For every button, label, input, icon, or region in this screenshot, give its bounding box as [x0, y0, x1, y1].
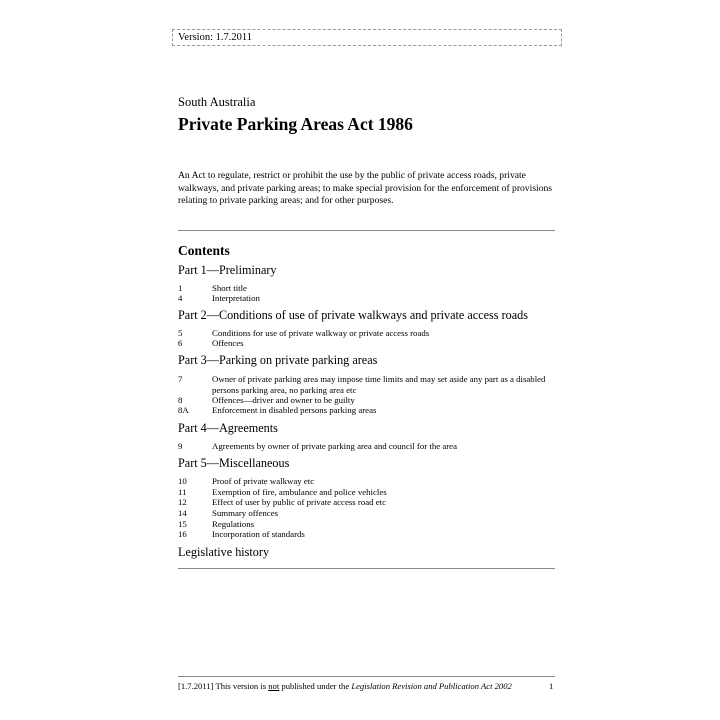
toc-entry[interactable] [178, 529, 558, 540]
part-heading[interactable]: Part 3—Parking on private parking areas [178, 353, 378, 367]
divider [178, 230, 555, 231]
part-heading[interactable]: Part 4—Agreements [178, 421, 278, 435]
toc-entry[interactable] [178, 328, 558, 339]
section-number: 8 [178, 395, 183, 405]
section-title: Owner of private parking area may impose time limits and may set aside any part as a disabled persons parking area, no parking area etc [212, 374, 546, 395]
version-box: Version: 1.7.2011 [172, 29, 562, 46]
section-title: Short title [212, 283, 247, 293]
section-number: 15 [178, 519, 187, 529]
divider [178, 568, 555, 569]
contents-heading: Contents [178, 243, 230, 258]
section-number: 10 [178, 476, 187, 486]
section-title: Incorporation of standards [212, 529, 305, 539]
footer-text-a: This version is [215, 681, 267, 691]
jurisdiction: South Australia [178, 95, 256, 109]
footer-date: [1.7.2011] [178, 681, 214, 691]
section-title: Exemption of fire, ambulance and police vehicles [212, 487, 387, 497]
part-heading[interactable]: Part 1—Preliminary [178, 263, 277, 277]
section-number: 14 [178, 508, 187, 518]
toc-entry[interactable] [178, 476, 558, 487]
section-title: Agreements by owner of private parking area and council for the area [212, 441, 457, 451]
toc-entry[interactable] [178, 395, 558, 406]
section-title: Effect of user by public of private access road etc [212, 497, 386, 507]
footer-act-name: Legislation Revision and Publication Act 2002 [351, 681, 512, 691]
act-title: Private Parking Areas Act 1986 [178, 114, 413, 134]
toc-entry[interactable] [178, 519, 558, 530]
section-title: Enforcement in disabled persons parking areas [212, 405, 377, 415]
section-number: 5 [178, 328, 183, 338]
section-number: 11 [178, 487, 187, 497]
toc-entry[interactable] [178, 338, 558, 349]
section-title: Offences—driver and owner to be guilty [212, 395, 355, 405]
toc-entry[interactable] [178, 293, 558, 304]
section-title: Regulations [212, 519, 255, 529]
toc-entry[interactable] [178, 497, 558, 508]
footer-divider [178, 676, 555, 677]
section-number: 16 [178, 529, 187, 539]
toc-entry[interactable] [178, 405, 558, 416]
section-title: Summary offences [212, 508, 279, 518]
section-title: Proof of private walkway etc [212, 476, 315, 486]
page-number: 1 [549, 681, 554, 691]
part-heading[interactable]: Part 5—Miscellaneous [178, 456, 290, 470]
toc-entry[interactable] [178, 441, 558, 452]
toc-entry[interactable] [178, 374, 558, 395]
toc-entry[interactable] [178, 487, 558, 498]
section-number: 6 [178, 338, 183, 348]
part-heading[interactable]: Part 2—Conditions of use of private walkways and private access roads [178, 308, 528, 322]
section-title: Conditions for use of private walkway or private access roads [212, 328, 430, 338]
section-title: Offences [212, 338, 244, 348]
legislative-history-link[interactable]: Legislative history [178, 545, 270, 559]
footer-text-b: published under the [281, 681, 350, 691]
footer-note [178, 681, 512, 691]
section-number: 1 [178, 283, 183, 293]
long-title: An Act to regulate, restrict or prohibit the use by the public of private access roads, private walkways, and private parking areas; to make special provision for the enforcement of provisions relating to private parking areas; and for other purposes. [178, 170, 553, 207]
footer-not: not [268, 681, 280, 691]
section-number: 4 [178, 293, 183, 303]
toc-entry[interactable] [178, 508, 558, 519]
section-number: 7 [178, 374, 183, 384]
section-number: 12 [178, 497, 187, 507]
section-number: 9 [178, 441, 183, 451]
section-title: Interpretation [212, 293, 260, 303]
toc-entry[interactable] [178, 283, 558, 294]
section-number: 8A [178, 405, 189, 415]
